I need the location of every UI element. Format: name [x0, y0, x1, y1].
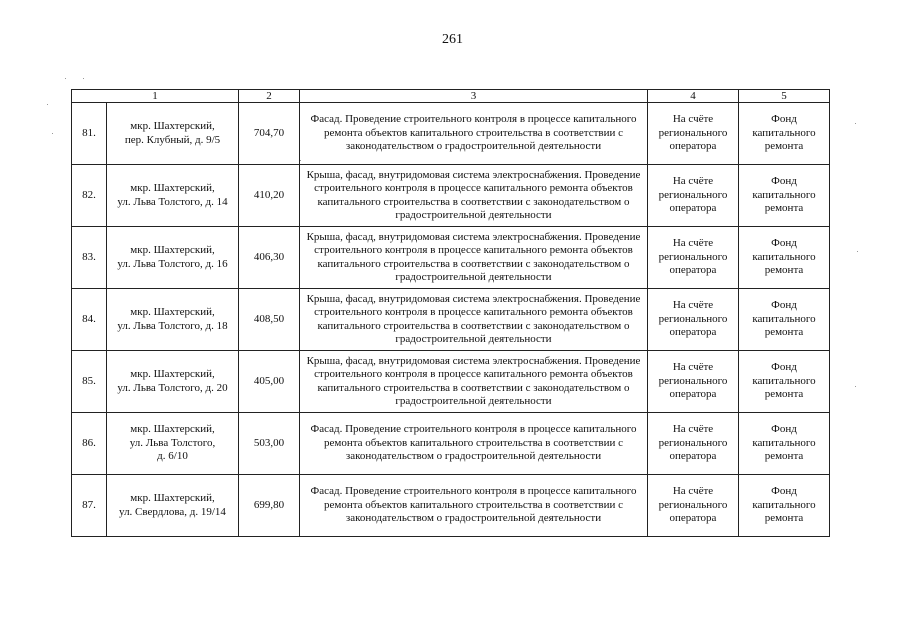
address-line: мкр. Шахтерский,: [130, 368, 215, 380]
works-cell: Крыша, фасад, внутридомовая система электроснабжения. Проведение строительного контроля в процессе капитального ремонта объектов капитального строительства в соответствии с законодательством о градостроительной деятельности: [300, 351, 648, 413]
area-cell: 503,00: [239, 413, 300, 475]
row-number: 83.: [72, 227, 107, 289]
account-cell: На счёте регионального оператора: [648, 103, 739, 165]
address-cell: [107, 475, 239, 537]
address-line: мкр. Шахтерский,: [130, 423, 215, 436]
funding-source-cell: Фонд капитального ремонта: [739, 227, 830, 289]
account-cell: На счёте регионального оператора: [648, 227, 739, 289]
address-line: д. 6/10: [157, 450, 188, 463]
funding-source-cell: Фонд капитального ремонта: [739, 289, 830, 351]
page-number: 261: [442, 32, 463, 47]
account-cell: На счёте регионального оператора: [648, 351, 739, 413]
table-row: [72, 351, 830, 413]
row-number: 82.: [72, 165, 107, 227]
works-cell: Фасад. Проведение строительного контроля в процессе капитального ремонта объектов капитального строительства в соответствии с законодательством о градостроительной деятельности: [300, 413, 648, 475]
funding-source-cell: Фонд капитального ремонта: [739, 413, 830, 475]
address-line: ул. Свердлова, д. 19/14: [119, 505, 226, 518]
address-line: ул. Льва Толстого, д. 16: [117, 257, 228, 270]
funding-source-cell: Фонд капитального ремонта: [739, 351, 830, 413]
scan-speck: [83, 78, 84, 79]
area-cell: 410,20: [239, 165, 300, 227]
header-row: [72, 90, 830, 103]
funding-source-cell: Фонд капитального ремонта: [739, 475, 830, 537]
area-cell: 406,30: [239, 227, 300, 289]
repair-works-table: [71, 89, 830, 537]
column-header-5: 5: [739, 90, 830, 103]
column-header-4: 4: [648, 90, 739, 103]
row-number: 84.: [72, 289, 107, 351]
address-line: мкр. Шахтерский,: [130, 120, 215, 132]
account-cell: На счёте регионального оператора: [648, 475, 739, 537]
account-cell: На счёте регионального оператора: [648, 165, 739, 227]
address-line: пер. Клубный, д. 9/5: [124, 133, 221, 146]
address-line: мкр. Шахтерский,: [130, 492, 215, 504]
table-row: [72, 289, 830, 351]
address-line: мкр. Шахтерский,: [130, 306, 215, 318]
works-cell: Крыша, фасад, внутридомовая система электроснабжения. Проведение строительного контроля в процессе капитального ремонта объектов капитального строительства в соответствии с законодательством о градостроительной деятельности: [300, 289, 648, 351]
area-cell: 704,70: [239, 103, 300, 165]
works-cell: Фасад. Проведение строительного контроля в процессе капитального ремонта объектов капитального строительства в соответствии с законодательством о градостроительной деятельности: [300, 103, 648, 165]
works-cell: Крыша, фасад, внутридомовая система электроснабжения. Проведение строительного контроля в процессе капитального ремонта объектов капитального строительства в соответствии с законодательством о градостроительной деятельности: [300, 227, 648, 289]
area-cell: 405,00: [239, 351, 300, 413]
address-line: ул. Льва Толстого, д. 20: [117, 381, 228, 394]
table-row: [72, 475, 830, 537]
row-number: 81.: [72, 103, 107, 165]
account-cell: На счёте регионального оператора: [648, 289, 739, 351]
address-line: мкр. Шахтерский,: [130, 182, 215, 194]
table-row: [72, 413, 830, 475]
account-cell: На счёте регионального оператора: [648, 413, 739, 475]
column-header-3: 3: [300, 90, 648, 103]
address-line: ул. Льва Толстого, д. 18: [117, 319, 228, 332]
address-cell: [107, 351, 239, 413]
table-row: [72, 227, 830, 289]
table-body: [72, 103, 830, 537]
column-header-2: 2: [239, 90, 300, 103]
address-cell: [107, 227, 239, 289]
row-number: 86.: [72, 413, 107, 475]
address-cell: [107, 103, 239, 165]
table-row: [72, 103, 830, 165]
funding-source-cell: Фонд капитального ремонта: [739, 103, 830, 165]
row-number: 85.: [72, 351, 107, 413]
address-line: ул. Льва Толстого,: [129, 436, 216, 449]
works-cell: Крыша, фасад, внутридомовая система электроснабжения. Проведение строительного контроля в процессе капитального ремонта объектов капитального строительства в соответствии с законодательством о градостроительной деятельности: [300, 165, 648, 227]
scan-speck: [855, 123, 856, 124]
address-line: ул. Льва Толстого, д. 14: [117, 195, 228, 208]
column-header-1: 1: [72, 90, 239, 103]
scan-speck: [47, 104, 48, 105]
works-cell: Фасад. Проведение строительного контроля в процессе капитального ремонта объектов капитального строительства в соответствии с законодательством о градостроительной деятельности: [300, 475, 648, 537]
scan-speck: [65, 78, 66, 79]
area-cell: 408,50: [239, 289, 300, 351]
address-cell: [107, 289, 239, 351]
address-cell: [107, 413, 239, 475]
table-row: [72, 165, 830, 227]
scan-speck: [857, 251, 858, 252]
address-line: мкр. Шахтерский,: [130, 244, 215, 256]
row-number: 87.: [72, 475, 107, 537]
area-cell: 699,80: [239, 475, 300, 537]
scan-speck: [855, 386, 856, 387]
address-cell: [107, 165, 239, 227]
funding-source-cell: Фонд капитального ремонта: [739, 165, 830, 227]
scan-speck: [52, 133, 53, 134]
